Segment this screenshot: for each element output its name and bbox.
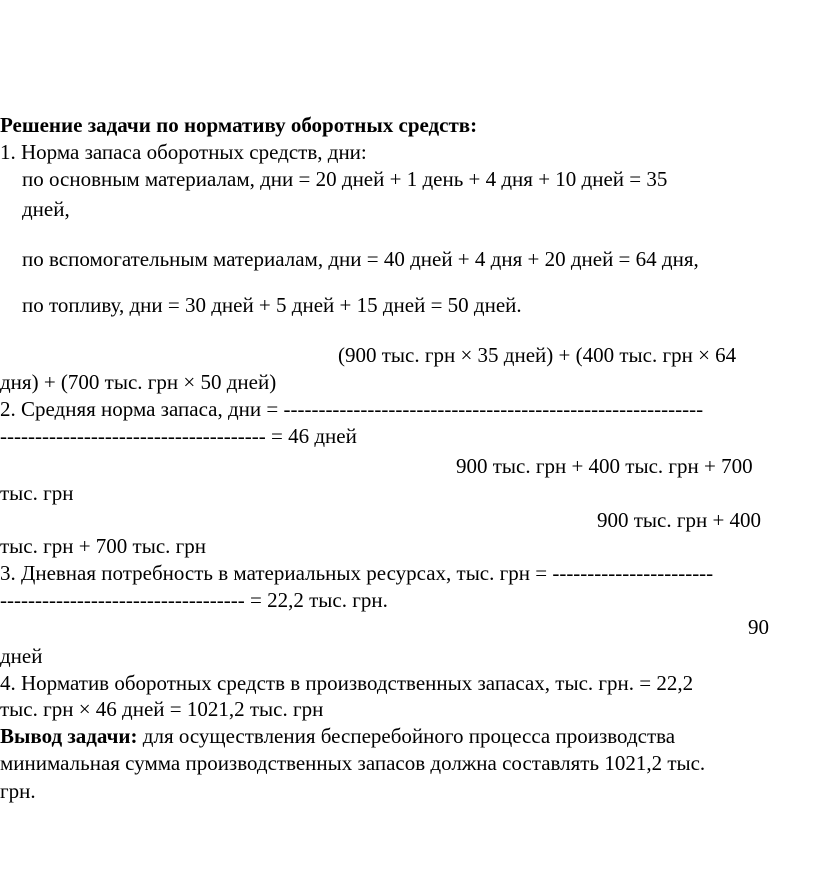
step4-line-cont: тыс. грн × 46 дней = 1021,2 тыс. грн [0,697,324,721]
step2-numerator-cont: дня) + (700 тыс. грн × 50 дней) [0,370,277,394]
step2-denominator-cont: тыс. грн [0,481,74,505]
step1-main-materials-cont: дней, [22,197,70,221]
step1-title: 1. Норма запаса оборотных средств, дни: [0,140,367,164]
step3-equation: 3. Дневная потребность в материальных ресурсах, тыс. грн = ----------------------- [0,561,714,585]
step3-denominator-cont: дней [0,644,43,668]
conclusion-line-3: грн. [0,779,36,803]
step1-fuel: по топливу, дни = 30 дней + 5 дней + 15 дней = 50 дней. [22,293,522,317]
step2-denominator: 900 тыс. грн + 400 тыс. грн + 700 [456,454,753,478]
conclusion-line [0,723,816,749]
step3-result: ----------------------------------- = 22,2 тыс. грн. [0,588,388,612]
step1-main-materials: по основным материалам, дни = 20 дней + 1 день + 4 дня + 10 дней = 35 [22,167,668,191]
step2-equation: 2. Средняя норма запаса, дни = ------------------------------------------------------------ [0,397,704,421]
conclusion-line-2: минимальная сумма производственных запасов должна составлять 1021,2 тыс. [0,751,706,775]
step2-numerator: (900 тыс. грн × 35 дней) + (400 тыс. грн × 64 [338,343,737,367]
step3-numerator: 900 тыс. грн + 400 [597,508,762,532]
step2-result: -------------------------------------- = 46 дней [0,424,357,448]
step1-aux-materials: по вспомогательным материалам, дни = 40 дней + 4 дня + 20 дней = 64 дня, [22,247,699,271]
conclusion-label: Вывод задачи: [0,724,138,748]
step3-denominator: 90 [748,615,769,639]
solution-heading: Решение задачи по нормативу оборотных средств: [0,113,478,137]
step3-numerator-cont: тыс. грн + 700 тыс. грн [0,534,207,558]
conclusion-text: для осуществления бесперебойного процесса производства [137,724,676,748]
step4-line: 4. Норматив оборотных средств в производственных запасах, тыс. грн. = 22,2 [0,671,694,695]
